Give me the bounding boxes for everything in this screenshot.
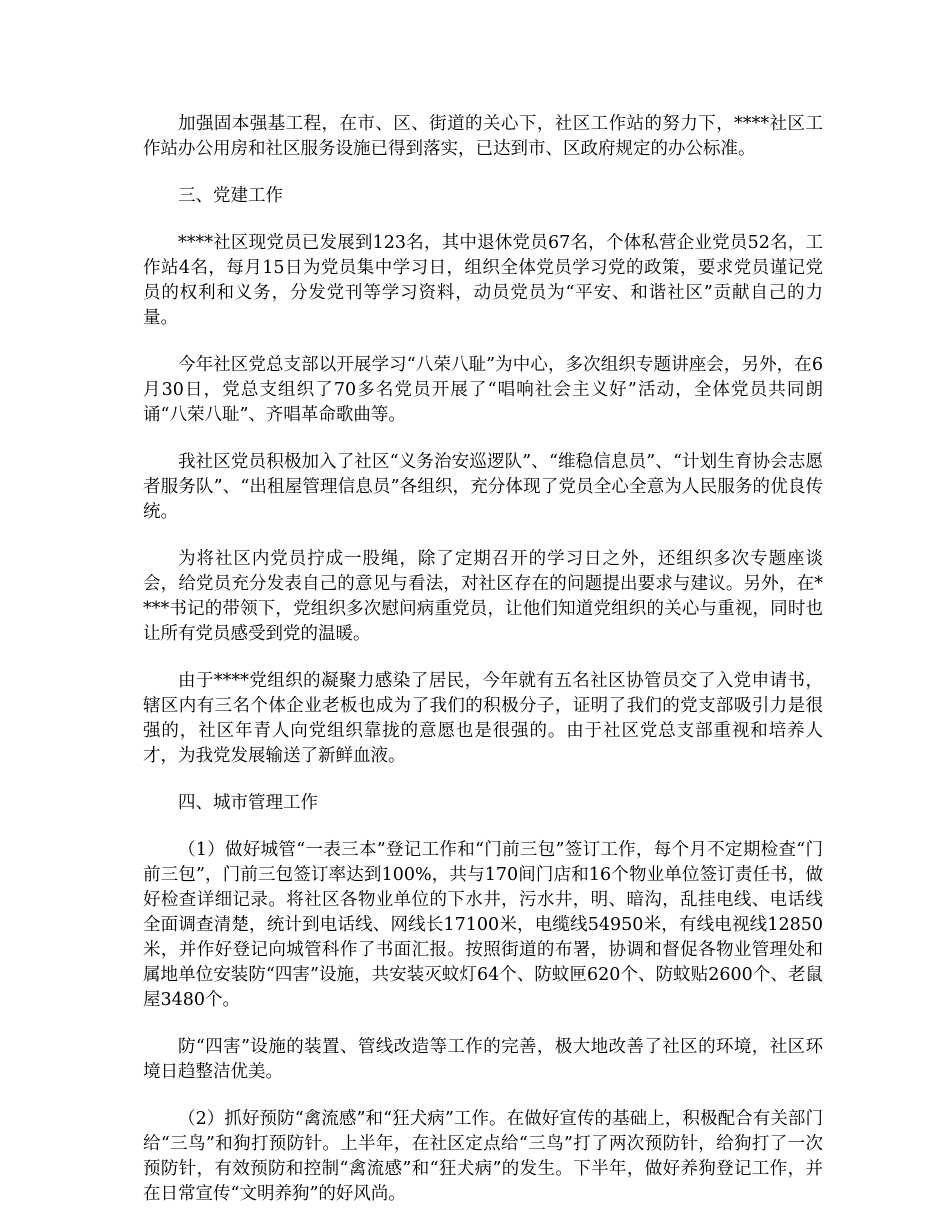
paragraph-facilities: 加强固本强基工程，在市、区、街道的关心下，社区工作站的努力下，****社区工作站办公用房和社区服务设施已得到落实，已达到市、区政府规定的办公标准。 (143, 114, 823, 159)
paragraph-cohesion: 由于****党组织的凝聚力感染了居民，今年就有五名社区协管员交了入党申请书，辖区内有三名个体企业老板也成为了我们的积极分子，证明了我们的党支部吸引力是很强的，社区年青人向党组织靠拢的意愿也是很强的。由于社区党总支部重视和培养人才，为我党发展输送了新鲜血液。 (143, 671, 823, 766)
section-heading-city-management: 四、城市管理工作 (178, 793, 318, 813)
paragraph-eight-honors: 今年社区党总支部以开展学习“八荣八耻”为中心，多次组织专题讲座会，另外，在6月30日，党总支组织了70多名党员开展了“唱响社会主义好”活动，全体党员共同朗诵“八荣八耻”、齐唱革命歌曲等。 (143, 355, 823, 425)
paragraph-volunteer-groups: 我社区党员积极加入了社区“义务治安巡逻队”、“维稳信息员”、“计划生育协会志愿者服务队”、“出租屋管理信息员”各组织，充分体现了党员全心全意为人民服务的优良传统。 (143, 452, 823, 522)
paragraph-four-pests: 防“四害”设施的装置、管线改造等工作的完善，极大地改善了社区的环境，社区环境日趋整洁优美。 (143, 1037, 823, 1082)
paragraph-city-management-1: （1）做好城管“一表三本”登记工作和“门前三包”签订工作，每个月不定期检查“门前三包”，门前三包签订率达到100%，共与170间门店和16个物业单位签订责任书，做好检查详细记录。将社区各物业单位的下水井，污水井，明、暗沟，乱挂电线、电话线全面调查清楚，统计到电话线、网线长17100米，电缆线54950米，有线电视线12850米，并作好登记向城管科作了书面汇报。按照街道的布署，协调和督促各物业管理处和属地单位安装防“四害”设施，共安装灭蚊灯64个、防蚊匣620个、防蚊贴2600个、老鼠屋3480个。 (143, 840, 823, 1010)
document-body (143, 112, 823, 1229)
paragraph-party-members: ****社区现党员已发展到123名，其中退休党员67名，个体私营企业党员52名，工作站4名，每月15日为党员集中学习日，组织全体党员学习党的政策，要求党员谨记党员的权利和义务，分发党刊等学习资料，动员党员为“平安、和谐社区”贡献自己的力量。 (143, 233, 823, 328)
paragraph-city-management-2: （2）抓好预防“禽流感”和“狂犬病”工作。在做好宣传的基础上，积极配合有关部门给“三鸟”和狗打预防针。上半年，在社区定点给“三鸟”打了两次预防针，给狗打了一次预防针，有效预防和控制“禽流感”和“狂犬病”的发生。下半年，做好养狗登记工作，并在日常宣传“文明养狗”的好风尚。 (143, 1109, 823, 1204)
paragraph-symposiums: 为将社区内党员拧成一股绳，除了定期召开的学习日之外，还组织多次专题座谈会，给党员充分发表自己的意见与看法，对社区存在的问题提出要求与建议。另外，在****书记的带领下，党组织多次慰问病重党员，让他们知道党组织的关心与重视，同时也让所有党员感受到党的温暖。 (143, 549, 823, 644)
section-heading-party-building: 三、党建工作 (178, 186, 283, 206)
